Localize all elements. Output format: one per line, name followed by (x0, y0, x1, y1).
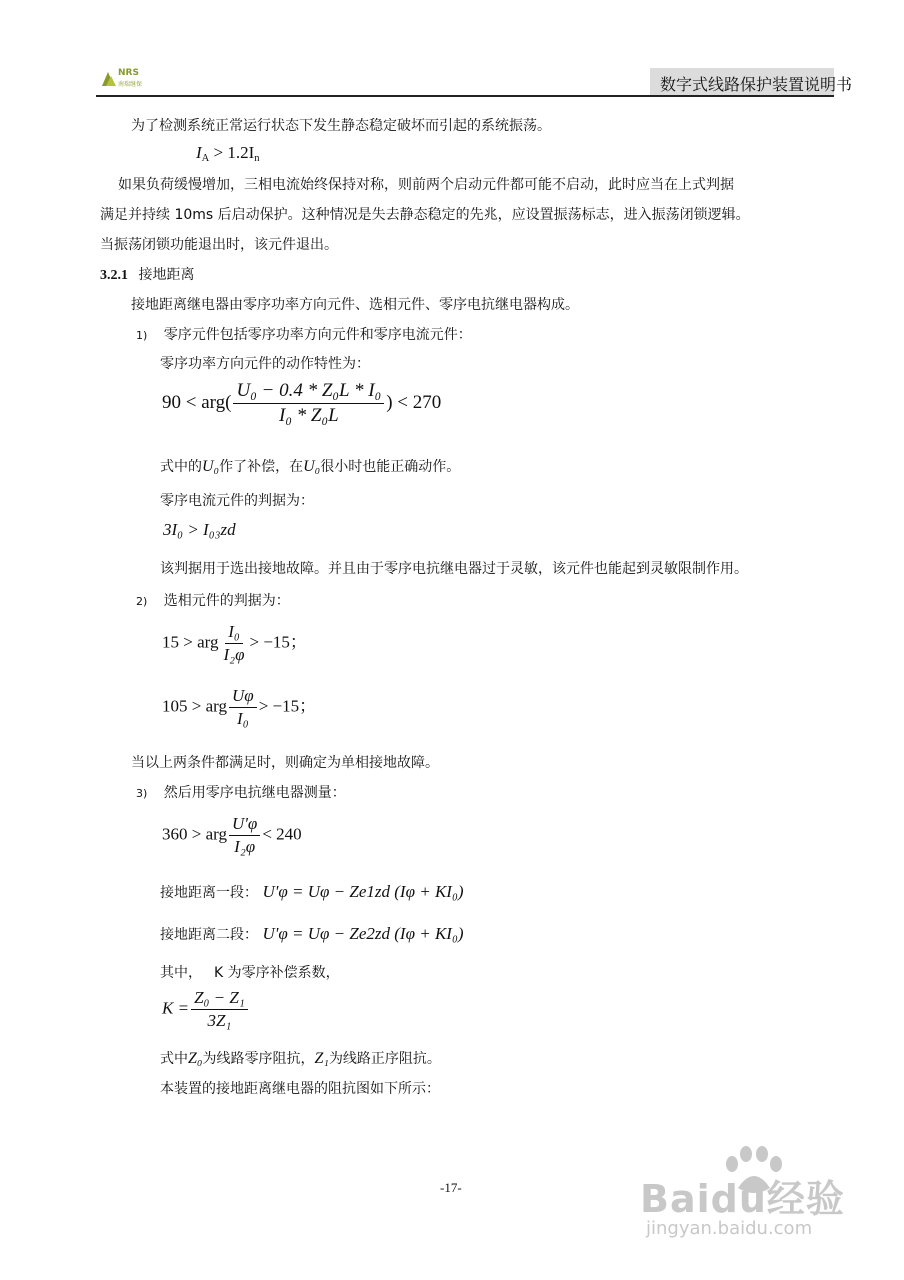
equation-ia: $I_A > 1.2I_n$ (196, 143, 260, 165)
list-text-1: 零序元件包括零序功率方向元件和零序电流元件： (163, 327, 472, 343)
paragraph-ground-distance: 接地距离继电器由零序功率方向元件、选相元件、零序电抗继电器构成。 (131, 297, 579, 313)
equation-k: K = $\frac{\text{Z₀ − Z₁}}{\text{3Z₁}}$ (162, 988, 250, 1031)
list-text-3: 然后用零序电抗继电器测量： (163, 785, 346, 801)
logo-subtext: 南瑞继保 (118, 81, 143, 88)
header-logo (100, 68, 144, 90)
list-item-2 (136, 590, 290, 610)
paragraph-oscillation: 为了检测系统正常运行状态下发生静态稳定破坏而引起的系统振荡。 (131, 118, 551, 134)
zone2-line (160, 924, 464, 944)
section-number: 3.2.1 (100, 268, 128, 283)
paragraph-load-line2: 满足并持续 10ms 后启动保护。这种情况是失去静态稳定的先兆，应设置振荡标志，进入振荡闭锁逻辑。 (100, 207, 750, 223)
list-text-2: 选相元件的判据为： (163, 593, 290, 609)
paragraph-zero-current: 零序电流元件的判据为： (160, 493, 314, 509)
zone1-equation: U'φ = Uφ − Ze1zd (Iφ + KI₀) (262, 882, 464, 901)
logo-text: NRS (118, 68, 139, 78)
zone2-label: 接地距离二段： (160, 927, 258, 943)
zone2-equation: U'φ = Uφ − Ze2zd (Iφ + KI₀) (262, 924, 464, 943)
list-marker-3: 3) (136, 787, 148, 800)
list-item-1 (136, 324, 472, 344)
eq1-denominator: I₀ * Z₀L (279, 405, 339, 426)
paragraph-impedance-diagram: 本装置的接地距离继电器的阻抗图如下所示： (160, 1081, 440, 1097)
paragraph-single-phase: 当以上两条件都满足时，则确定为单相接地故障。 (131, 755, 439, 771)
zone1-line (160, 882, 464, 902)
section-title: 接地距离 (138, 267, 195, 283)
equation-zero-current: 3I₀ > I₀₃zd (163, 520, 236, 539)
paragraph-k-coefficient: 其中， K 为零序补偿系数， (160, 965, 340, 981)
watermark-brand: Baidu经验 (640, 1177, 845, 1221)
paragraph-load-line1: 如果负荷缓慢增加，三相电流始终保持对称，则前两个启动元件都可能不启动，此时应当在上式判据 (118, 177, 734, 193)
list-marker-1: 1) (136, 329, 148, 342)
paragraph-u0-compensation: 式中的U₀作了补偿，在U₀很小时也能正确动作。 (160, 458, 461, 475)
list-marker-2: 2) (136, 595, 148, 608)
list-item-3 (136, 782, 346, 802)
paragraph-zero-power: 零序功率方向元件的动作特性为： (160, 356, 370, 372)
header-rule (96, 95, 834, 97)
watermark-url: jingyan.baidu.com (646, 1218, 813, 1239)
paragraph-ground-fault: 该判据用于选出接地故障。并且由于零序电抗继电器过于灵敏，该元件也能起到灵敏限制作用。 (160, 561, 748, 577)
header-title: 数字式线路保护装置说明书 (660, 75, 853, 94)
zone1-label: 接地距离一段： (160, 885, 258, 901)
paragraph-load-line3: 当振荡闭锁功能退出时，该元件退出。 (100, 237, 338, 253)
eq1-numerator: U₀ − 0.4 * Z₀L * I₀ (233, 380, 384, 404)
section-heading (100, 264, 194, 284)
equation-zero-power-direction: 90 < arg( $\frac{\text{U₀ − 0.4 * Z₀L * I₀}}{\text{I₀ * Z₀L}}$ ) < 270 (162, 380, 442, 426)
page-number: -17- (440, 1180, 462, 1195)
equation-reactance-relay: 360 > arg $\frac{U'\varphi}{\text{I₂φ}}$ < 240 (162, 814, 302, 856)
paragraph-impedance-def: 式中Z₀为线路零序阻抗，Z₁为线路正序阻抗。 (160, 1050, 441, 1067)
equation-phase-select-1: 15 > arg $\frac{\text{I₀}}{\text{I₂φ}}$ > −15； (162, 622, 307, 664)
equation-phase-select-2: 105 > arg $\frac{U\varphi}{\text{I₀}}$ > −15； (162, 686, 317, 728)
